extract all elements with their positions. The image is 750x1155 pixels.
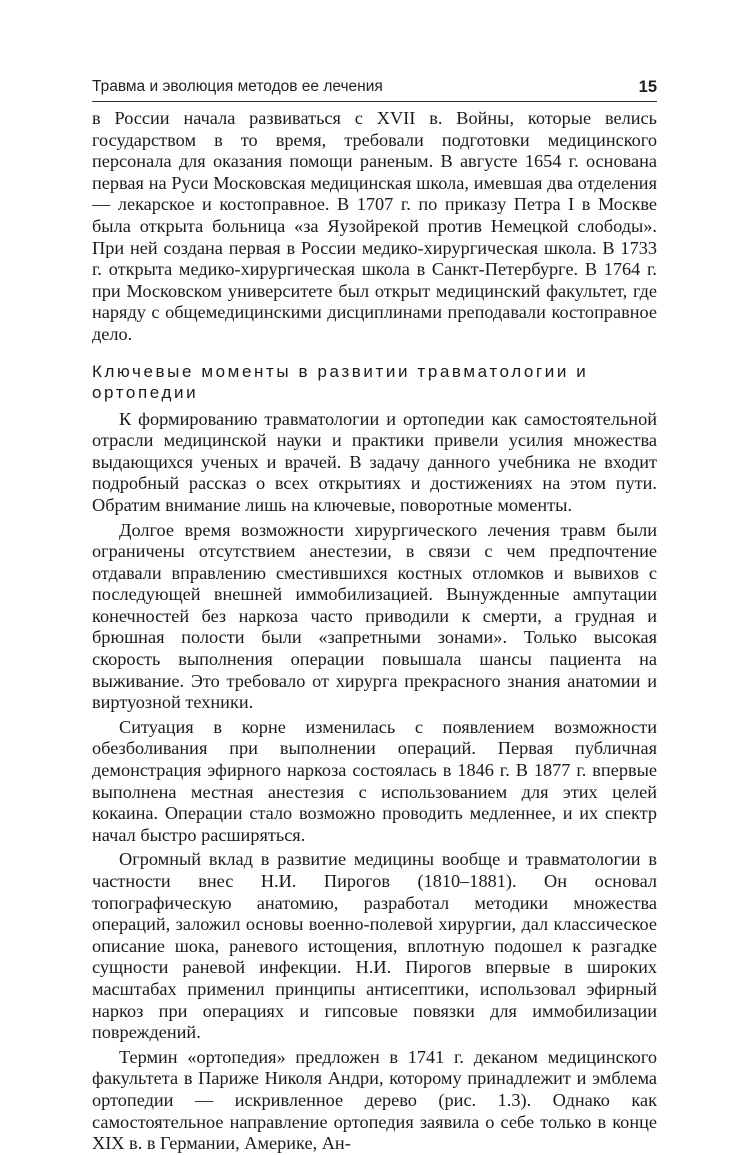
paragraph: Ситуация в корне изменилась с появлением возможности обезболивания при выполнении операций. Первая публичная демонстрация эфирного наркоза состоялась в 1846 г. В 1877 г. впервые выполнена местная анестезия с использованием для этих целей кокаина. Операции стало возможно проводить медленнее, и их спектр начал быстро расширяться. xyxy=(92,716,657,845)
paragraph: Долгое время возможности хирургического лечения травм были ограничены отсутствием анестезии, в связи с чем предпочтение отдавали вправлению сместившихся костных отломков и вывихов с последующей внешней иммобилизацией. Вынужденные ампутации конечностей без наркоза часто приводили к смерти, а грудная и брюшная полости были «запретными зонами». Только высокая скорость выполнения операции повышала шансы пациента на выживание. Это требовало от хирурга прекрасного знания анатомии и виртуозной техники. xyxy=(92,519,657,713)
page-number: 15 xyxy=(638,78,657,96)
paragraph: Огромный вклад в развитие медицины вообще и травматологии в частности внес Н.И. Пирогов (1810–1881). Он основал топографическую анатомию, разработал методики множества операций, заложил основы военно-полевой хирургии, дал классическое описание шока, раневого истощения, вплотную подошел к разгадке сущности раневой инфекции. Н.И. Пирогов впервые в широких масштабах применил принципы антисептики, использовал эфирный наркоз при операциях и гипсовые повязки для иммобилизации повреждений. xyxy=(92,849,657,1043)
running-header-title: Травма и эволюция методов ее лечения xyxy=(92,78,383,95)
running-header xyxy=(92,78,657,100)
section-heading: Ключевые моменты в развитии травматологии и ортопедии xyxy=(92,361,589,402)
body-text xyxy=(92,108,657,1155)
paragraph-continued: в России начала развиваться с XVII в. Войны, которые велись государством в то время, требовали подготовки медицинского персонала для оказания помощи раненым. В августе 1654 г. основана первая на Руси Московская медицинская школа, имевшая два отделения — лекарское и костоправное. В 1707 г. по приказу Петра I в Москве была открыта больница «за Яузойрекой против Немецкой слободы». При ней создана первая в России медико-хирургическая школа. В 1733 г. открыта медико-хирургическая школа в Санкт-Петербурге. В 1764 г. при Московском университете был открыт медицинский факультет, где наряду с общемедицинскими дисциплинами преподавали костоправное дело. xyxy=(92,108,657,344)
paragraph: Термин «ортопедия» предложен в 1741 г. деканом медицинского факультета в Париже Николя Андри, которому принадлежит и эмблема ортопедии — искривленное дерево (рис. 1.3). Однако как самостоятельное направление ортопедия заявила о себе только в конце XIX в. в Германии, Америке, Ан- xyxy=(92,1046,657,1154)
header-rule xyxy=(92,101,657,102)
paragraph: К формированию травматологии и ортопедии как самостоятельной отрасли медицинской науки и практики привели усилия множества выдающихся ученых и врачей. В задачу данного учебника не входит подробный рассказ о всех открытиях и достижениях на этом пути. Обратим внимание лишь на ключевые, поворотные моменты. xyxy=(92,408,657,515)
